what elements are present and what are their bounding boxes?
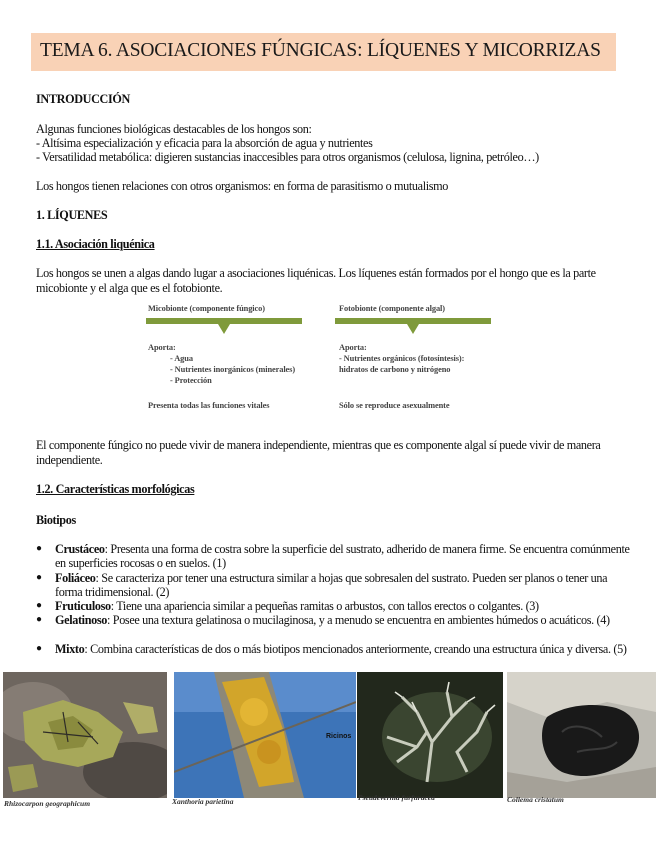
caption-rhizocarpon: Rhizocarpon geographicum	[4, 799, 91, 808]
photo-gelatinous-lichen	[507, 672, 656, 798]
intro-item: - Versatilidad metabólica: digieren sustancias inaccesibles para otros organismos (celulosa, lignina, petróleo…)	[36, 150, 539, 164]
lichen-components-diagram	[146, 300, 496, 415]
intro-heading: INTRODUCCIÓN	[36, 92, 130, 106]
page-title: TEMA 6. ASOCIACIONES FÚNGICAS: LÍQUENES Y MICORRIZAS	[31, 33, 616, 71]
biotipo-term: Crustáceo	[55, 542, 105, 556]
micobionte-item: - Nutrientes inorgánicos (minerales)	[170, 365, 296, 374]
subsection-heading-asociacion: 1.1. Asociación liquénica	[36, 237, 155, 251]
bullet-icon: ●	[36, 643, 42, 654]
fotobionte-title: Fotobionte (componente algal)	[339, 304, 445, 313]
biotipos-heading: Biotipos	[36, 513, 76, 527]
down-arrow-icon	[218, 324, 230, 334]
caption-xanthoria: Xanthoria parietina	[172, 797, 234, 806]
down-arrow-icon	[407, 324, 419, 334]
intro-relations: Los hongos tienen relaciones con otros organismos: en forma de parasitismo o mutualismo	[36, 179, 449, 193]
micobionte-footer: Presenta todas las funciones vitales	[148, 401, 270, 410]
biotipo-text: : Combina características de dos o más biotipos mencionados anteriormente, creando una estructura única y diversa. (5)	[84, 642, 627, 656]
biotipo-text: : Presenta una forma de costra sobre la superficie del sustrato, adherido de manera firme. Se encuentra comúnmente en superficies rocosas o en suelos. (1)	[55, 542, 630, 570]
section-heading-liquenes: 1. LÍQUENES	[36, 208, 108, 222]
bullet-icon: ●	[36, 600, 42, 611]
subsection-heading-morfologicas: 1.2. Características morfológicas	[36, 482, 195, 496]
biotipo-term: Mixto	[55, 642, 85, 656]
intro-item: - Altísima especialización y eficacia para la absorción de agua y nutrientes	[36, 136, 373, 150]
micobionte-item: - Protección	[170, 376, 212, 385]
caption-collema: Collema cristatum	[507, 795, 564, 804]
biotipo-term: Fruticuloso	[55, 599, 111, 613]
micobionte-title: Micobionte (componente fúngico)	[148, 304, 265, 313]
bullet-icon: ●	[36, 543, 42, 554]
photo-crustaceous-lichen	[3, 672, 167, 798]
intro-lead: Algunas funciones biológicas destacables de los hongos son:	[36, 122, 312, 136]
caption-pseudevernia: Pseudevernia furfuracea	[358, 793, 435, 802]
bullet-icon: ●	[36, 614, 42, 625]
biotipo-text: : Tiene una apariencia similar a pequeñas ramitas o arbustos, con tallos erectos o colgantes. (3)	[110, 599, 539, 613]
fotobionte-aporta: Aporta:	[339, 343, 367, 352]
paragraph-asociacion: Los hongos se unen a algas dando lugar a asociaciones liquénicas. Los líquenes están formados por el hongo que es la parte micobionte y el alga que es el fotobionte.	[36, 266, 596, 295]
biotipo-term: Foliáceo	[55, 571, 96, 585]
biotipo-term: Gelatinoso	[55, 613, 108, 627]
micobionte-aporta: Aporta:	[148, 343, 176, 352]
fotobionte-item: hidratos de carbono y nitrógeno	[339, 365, 451, 374]
ricinos-label: Ricinos	[326, 733, 352, 740]
biotipo-text: : Se caracteriza por tener una estructura similar a hojas que sobresalen del sustrato. Pueden ser planos o tener una forma tridimensional. (2)	[55, 571, 608, 599]
biotipo-text: : Posee una textura gelatinosa o mucilaginosa, y a menudo se encuentra en ambientes húmedos o acuáticos. (4)	[107, 613, 610, 627]
bullet-icon: ●	[36, 572, 42, 583]
photo-fruticose-lichen	[357, 672, 503, 798]
fotobionte-footer: Sólo se reproduce asexualmente	[339, 401, 450, 410]
paragraph-independence: El componente fúngico no puede vivir de manera independiente, mientras que es componente algal sí puede vivir de manera independiente.	[36, 438, 601, 467]
fotobionte-item: - Nutrientes orgánicos (fotosíntesis):	[339, 354, 465, 363]
photo-foliose-lichen	[174, 672, 356, 798]
micobionte-item: - Agua	[170, 354, 193, 363]
